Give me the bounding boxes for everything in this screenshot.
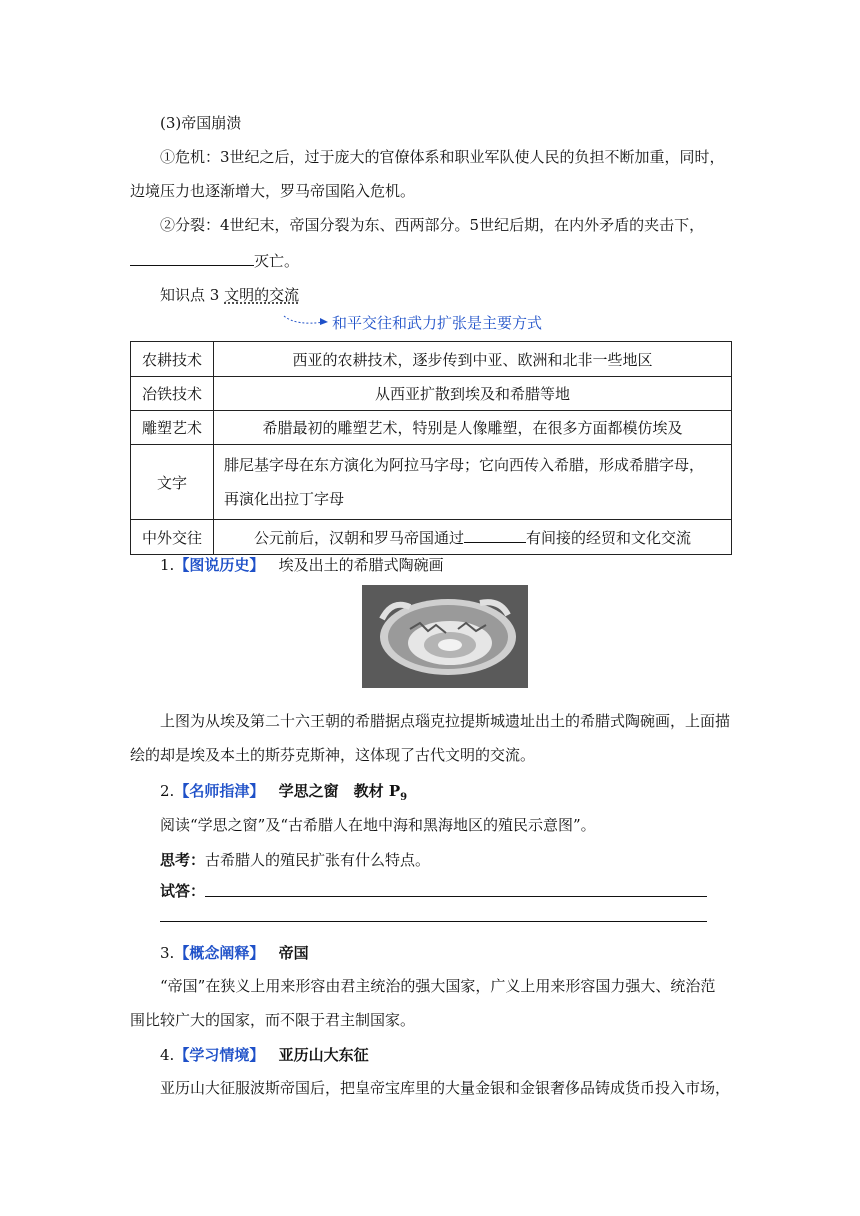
row-value: 希腊最初的雕塑艺术，特别是人像雕塑，在很多方面都模仿埃及 — [214, 411, 732, 445]
item-number: 2. — [160, 782, 175, 800]
fill-blank[interactable] — [464, 526, 526, 543]
row-value-line: 腓尼基字母在东方演化为阿拉马字母；它向西传入希腊，形成希腊字母， — [224, 456, 705, 474]
pottery-bowl-image — [362, 585, 528, 688]
item4-para: 亚历山大征服波斯帝国后，把皇帝宝库里的大量金银和金银奢侈品铸成货币投入市场， — [160, 1079, 731, 1097]
item3-header — [160, 936, 762, 970]
table-row — [131, 342, 732, 377]
section-heading: (3)帝国崩溃 — [160, 114, 242, 132]
table-row — [131, 445, 732, 520]
item-title: 埃及出土的希腊式陶碗画 — [278, 556, 444, 574]
row-value: 西亚的农耕技术，逐步传到中亚、欧洲和北非一些地区 — [214, 342, 732, 377]
item-tag: 【学习情境】 — [174, 1046, 265, 1064]
item-number: 1. — [160, 556, 175, 574]
kp-prefix: 知识点 3 — [160, 286, 225, 304]
row-value — [214, 445, 732, 520]
item-number: 4. — [160, 1046, 175, 1064]
split-text: ②分裂：4世纪末，帝国分裂为东、西两部分。5世纪后期，在内外矛盾的夹击下， — [160, 216, 705, 234]
row-key: 文字 — [131, 445, 214, 520]
item-title: 帝国 — [278, 944, 309, 962]
table-row — [131, 377, 732, 411]
answer-line[interactable] — [160, 921, 707, 922]
item1-header — [160, 548, 762, 582]
item2-read: 阅读“学思之窗”及“古希腊人在地中海和黑海地区的殖民示意图”。 — [160, 816, 596, 834]
item1-para: 上图为从埃及第二十六王朝的希腊据点瑙克拉提斯城遗址出土的希腊式陶碗画，上面描 — [160, 712, 731, 730]
split-tail: 灭亡。 — [254, 252, 300, 270]
think-label: 思考： — [160, 851, 206, 869]
bowl-photo-illustration — [362, 585, 528, 688]
crisis-text-cont: 边境压力也逐渐增大，罗马帝国陷入危机。 — [130, 182, 416, 200]
page-subscript: 9 — [400, 792, 408, 803]
item-tag: 【概念阐释】 — [174, 944, 265, 962]
item2-think — [160, 843, 762, 877]
value-after: 有间接的经贸和文化交流 — [526, 529, 692, 547]
split-text-cont — [130, 244, 732, 278]
item2-answer-label — [160, 874, 762, 908]
answer-line[interactable] — [205, 896, 707, 897]
row-key: 雕塑艺术 — [131, 411, 214, 445]
curved-arrow-icon — [282, 314, 330, 328]
knowledge-point-3 — [160, 278, 762, 312]
answer-label: 试答： — [160, 882, 206, 900]
note-text: 和平交往和武力扩张是主要方式 — [332, 314, 543, 332]
value-before: 公元前后，汉朝和罗马帝国通过 — [253, 529, 464, 547]
item3-para: “帝国”在狭义上用来形容由君主统治的强大国家，广义上用来形容国力强大、统治范 — [160, 977, 716, 995]
table-row — [131, 411, 732, 445]
think-text: 古希腊人的殖民扩张有什么特点。 — [205, 851, 431, 869]
fill-blank[interactable] — [130, 249, 254, 266]
item1-para-cont: 绘的却是埃及本土的斯芬克斯神，这体现了古代文明的交流。 — [130, 746, 536, 764]
item-title: 亚历山大东征 — [278, 1046, 369, 1064]
civilization-exchange-table — [130, 341, 732, 555]
row-key: 中外交往 — [131, 520, 214, 555]
row-value: 从西亚扩散到埃及和希腊等地 — [214, 377, 732, 411]
crisis-text: ①危机：3世纪之后，过于庞大的官僚体系和职业军队使人民的负担不断加重，同时， — [160, 148, 725, 166]
item-tag: 【图说历史】 — [174, 556, 265, 574]
item4-header — [160, 1038, 762, 1072]
kp-title: 文明的交流 — [224, 286, 300, 304]
row-key: 农耕技术 — [131, 342, 214, 377]
row-value-line: 再演化出拉丁字母 — [224, 490, 345, 508]
item-title: 学思之窗 教材 P — [278, 782, 401, 800]
item3-para-cont: 围比较广大的国家，而不限于君主制国家。 — [130, 1011, 416, 1029]
item-tag: 【名师指津】 — [174, 782, 265, 800]
item-number: 3. — [160, 944, 175, 962]
row-key: 冶铁技术 — [131, 377, 214, 411]
